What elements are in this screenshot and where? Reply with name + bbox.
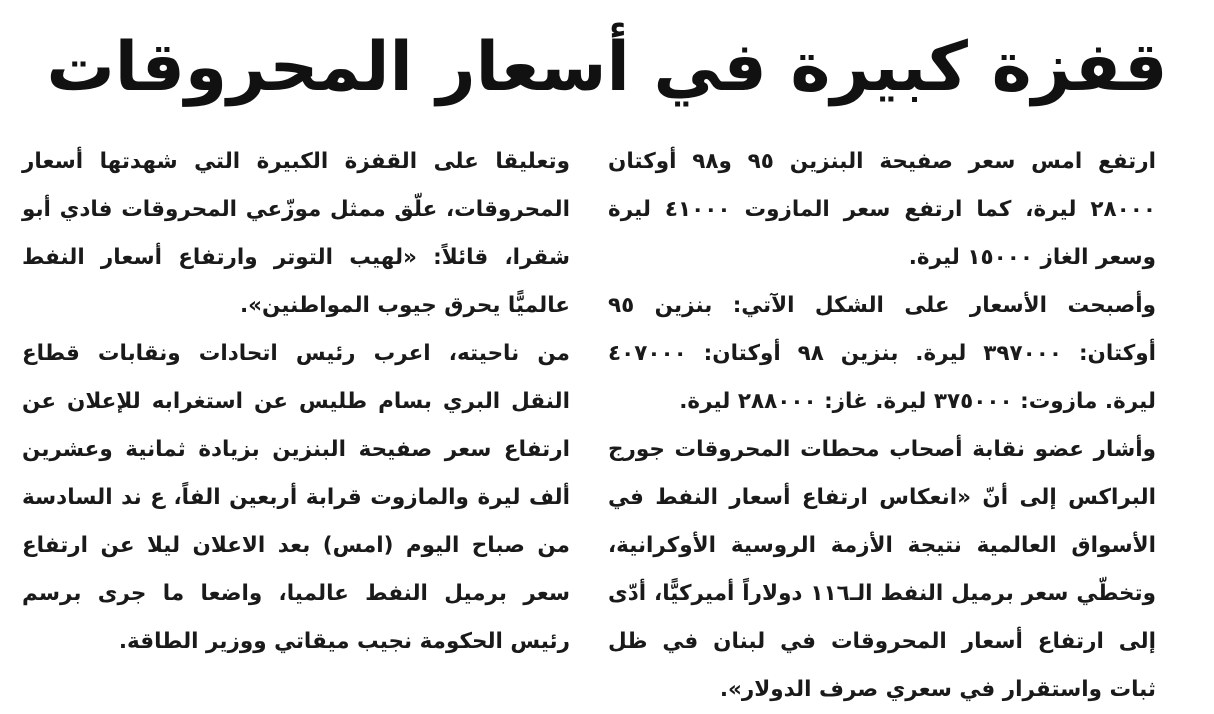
paragraph-price-increase: ارتفع امس سعر صفيحة البنزين ٩٥ و٩٨ أوكتان ٢٨٠٠٠ ليرة، كما ارتفع سعر المازوت ٤١٠٠٠ ليرة وسعر الغاز ١٥٠٠٠ ليرة. — [608, 149, 1157, 270]
paragraph-brax-statement: وأشار عضو نقابة أصحاب محطات المحروقات جورج البراكس إلى أنّ «انعكاس ارتفاع أسعار النفط في الأسواق العالمية نتيجة الأزمة الروسية الأوكرانية، وتخطّي سعر برميل النفط الـ١١٦ دولاراً أميركيًّا، أدّى إلى ارتفاع أسعار المحروقات في لبنان في ظل ثبات واستقرار في سعري صرف الدولار». — [608, 437, 1156, 702]
article-column-left — [22, 138, 570, 666]
paragraph-abou-chakra-comment: وتعليقا على القفزة الكبيرة التي شهدتها أسعار المحروقات، علّق ممثل موزّعي المحروقات فادي أبو شقرا، قائلاً: «لهيب التوتر وارتفاع أسعار النفط عالميًّا يحرق جيوب المواطنين». — [22, 149, 570, 318]
paragraph-tleiss-statement: من ناحيته، اعرب رئيس اتحادات ونقابات قطاع النقل البري بسام طليس عن استغرابه للإعلان عن ارتفاع سعر صفيحة البنزين بزيادة ثمانية وعشرين ألف ليرة والمازوت قرابة أربعين الفاً، ع ند السادسة من صباح اليوم (امس) بعد الاعلان ليلا عن ارتفاع سعر برميل النفط عالميا، واضعا ما جرى برسم رئيس الحكومة نجيب ميقاتي ووزير الطاقة. — [22, 341, 570, 654]
article-column-right — [608, 138, 1156, 714]
paragraph-new-prices: وأصبحت الأسعار على الشكل الآتي: بنزين ٩٥ أوكتان: ٣٩٧٠٠٠ ليرة. بنزين ٩٨ أوكتان: ٤٠٧٠٠٠ ليرة. مازوت: ٣٧٥٠٠٠ ليرة. غاز: ٢٨٨٠٠٠ ليرة. — [608, 293, 1156, 414]
article-headline: قفزة كبيرة في أسعار المحروقات — [46, 28, 1168, 107]
